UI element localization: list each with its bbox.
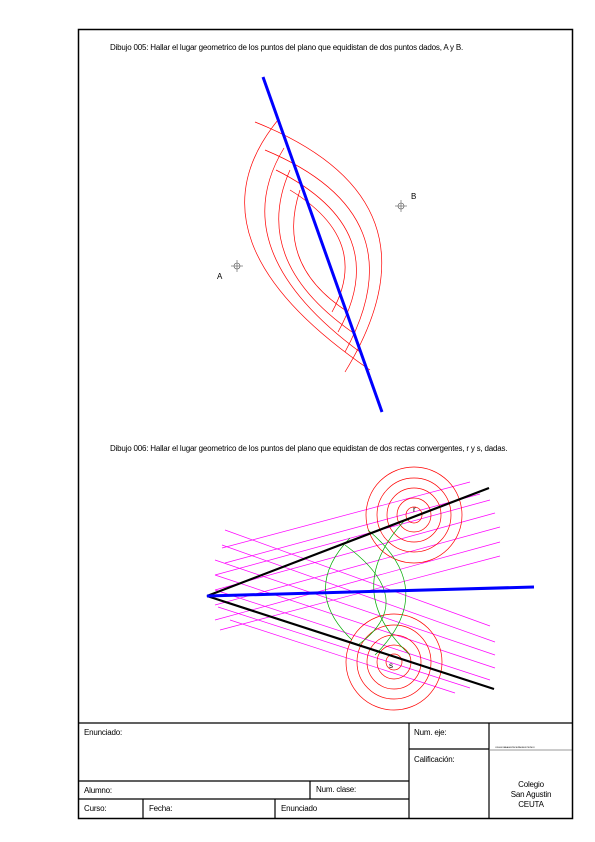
point-a-label: A xyxy=(217,272,223,281)
school-name-line3: CEUTA xyxy=(518,800,544,809)
parallels-to-r xyxy=(215,482,500,630)
fecha-label: Fecha: xyxy=(149,804,173,813)
calificacion-label: Calificación: xyxy=(414,755,455,764)
arc-from-b-2 xyxy=(265,150,369,352)
point-b-label: B xyxy=(411,192,417,201)
sheet-frame xyxy=(79,30,573,819)
curso-label: Curso: xyxy=(84,804,107,813)
arc-from-b-outer xyxy=(255,122,382,372)
circles-on-r xyxy=(366,467,462,563)
school-name-line1: Colegio xyxy=(518,780,544,789)
arc-from-a-outer xyxy=(245,120,370,370)
bisector-line-005 xyxy=(263,77,382,412)
green-construction-arcs xyxy=(325,520,410,655)
num-clase-label: Num. clase: xyxy=(316,785,357,794)
enunciado-footer: Enunciado xyxy=(281,804,318,813)
alumno-label: Alumno: xyxy=(84,786,112,795)
point-b-marker xyxy=(395,200,407,212)
point-a-marker xyxy=(231,260,243,272)
drawing-005-construction xyxy=(245,120,382,372)
line-r xyxy=(207,488,489,596)
drawing-005-title: Dibujo 005: Hallar el lugar geometrico de los puntos del plano que equidistan de dos puntos dados, A y B. xyxy=(110,43,464,52)
line-s xyxy=(207,596,494,689)
line-r-label: r xyxy=(413,505,416,514)
line-s-label: s xyxy=(389,661,393,670)
num-eje-label: Num. eje: xyxy=(414,728,447,737)
school-name-line2: San Agustin xyxy=(510,790,552,799)
title-block-tiny-text: COLEGIO SAN AGUSTIN CEUTA DIBUJO TECNICO xyxy=(495,747,535,749)
arc-from-b-4 xyxy=(290,190,345,312)
drawing-006-title: Dibujo 006: Hallar el lugar geometrico de los puntos del plano que equidistan de dos rectas convergentes, r y s, dadas. xyxy=(110,444,508,453)
enunciado-label: Enunciado: xyxy=(84,728,123,737)
arc-from-a-2 xyxy=(265,148,360,352)
